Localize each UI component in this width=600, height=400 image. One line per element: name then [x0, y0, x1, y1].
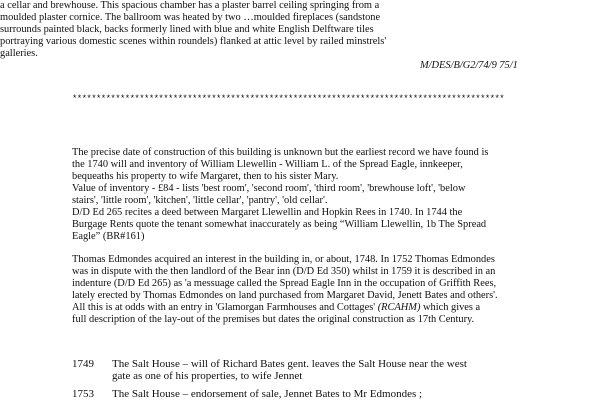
- text-line: was in dispute with the then landlord of the Bear inn (D/D Ed 350) whilst in 1759 it is described in an: [72, 266, 496, 277]
- chronology-entry: [72, 388, 542, 400]
- text-line: portraying various domestic scenes within roundels) flanked at attic level by railed minstrels': [0, 36, 387, 47]
- text-line: stairs', 'little room', 'kitchen', 'little cellar', 'pantry', 'old cellar'.: [72, 195, 328, 206]
- entry-continuation: gate as one of his properties, to wife Jennet: [112, 370, 303, 382]
- text-line: Eagle” (BR#161): [72, 231, 145, 242]
- history-paragraph-1: [72, 147, 542, 243]
- section-separator: ******************************************************************************************: [72, 94, 505, 104]
- chronology-list: [72, 358, 542, 400]
- history-paragraph-2: [72, 254, 542, 326]
- chronology-entry: [72, 358, 542, 382]
- text-line: bequeaths his property to wife Margaret, then to his sister Mary.: [72, 171, 339, 182]
- text-line: Burgage Rents quote the tenant somewhat inaccurately as being “William Llewellin, 1b The Spread: [72, 219, 487, 230]
- text-line: All this is at odds with an entry in 'Glamorgan Farmhouses and Cottages' (RCAHM) which gives a: [72, 302, 481, 313]
- text-line: full description of the lay-out of the premises but dates the original construction as 17th Century.: [72, 314, 475, 325]
- entry-text: The Salt House – endorsement of sale, Jennet Bates to Mr Edmondes ;: [112, 388, 423, 400]
- rcahm-abbreviation: (RCAHM): [377, 302, 421, 313]
- text-line: surrounds painted black, backs formerly lined with blue and white English Delftware tiles: [0, 24, 374, 35]
- text-line: indenture (D/D Ed 265) as 'a messuage called the Spread Eagle Inn in the occupation of Griffith Rees,: [72, 278, 497, 289]
- text-line: moulded plaster cornice. The ballroom was heated by two …moulded fireplaces (sandstone: [0, 12, 381, 23]
- text-line: a cellar and brewhouse. This spacious chamber has a plaster barrel ceiling springing from a: [0, 0, 380, 11]
- entry-text: The Salt House – will of Richard Bates gent. leaves the Salt House near the west: [112, 358, 467, 370]
- text-line: The precise date of construction of this building is unknown but the earliest record we have found is: [72, 147, 489, 158]
- entry-year: 1749: [72, 358, 94, 370]
- ballroom-description: [0, 0, 470, 60]
- archive-reference: M/DES/B/G2/74/9 75/1: [420, 60, 518, 71]
- text-line: the 1740 will and inventory of William Llewellin - William L. of the Spread Eagle, innkeeper,: [72, 159, 463, 170]
- text-line: galleries.: [0, 48, 38, 59]
- text-line: D/D Ed 265 recites a deed between Margaret Llewellin and Hopkin Rees in 1740. In 1744 the: [72, 207, 463, 218]
- entry-year: 1753: [72, 388, 94, 400]
- text-line: Value of inventory - £84 - lists 'best room', 'second room', 'third room', 'brewhouse loft', 'below: [72, 183, 466, 194]
- text-line: Thomas Edmondes acquired an interest in the building in, or about, 1748. In 1752 Thomas Edmondes: [72, 254, 495, 265]
- text-line: lately erected by Thomas Edmondes on land purchased from Margaret David, Jenett Bates and others'.: [72, 290, 498, 301]
